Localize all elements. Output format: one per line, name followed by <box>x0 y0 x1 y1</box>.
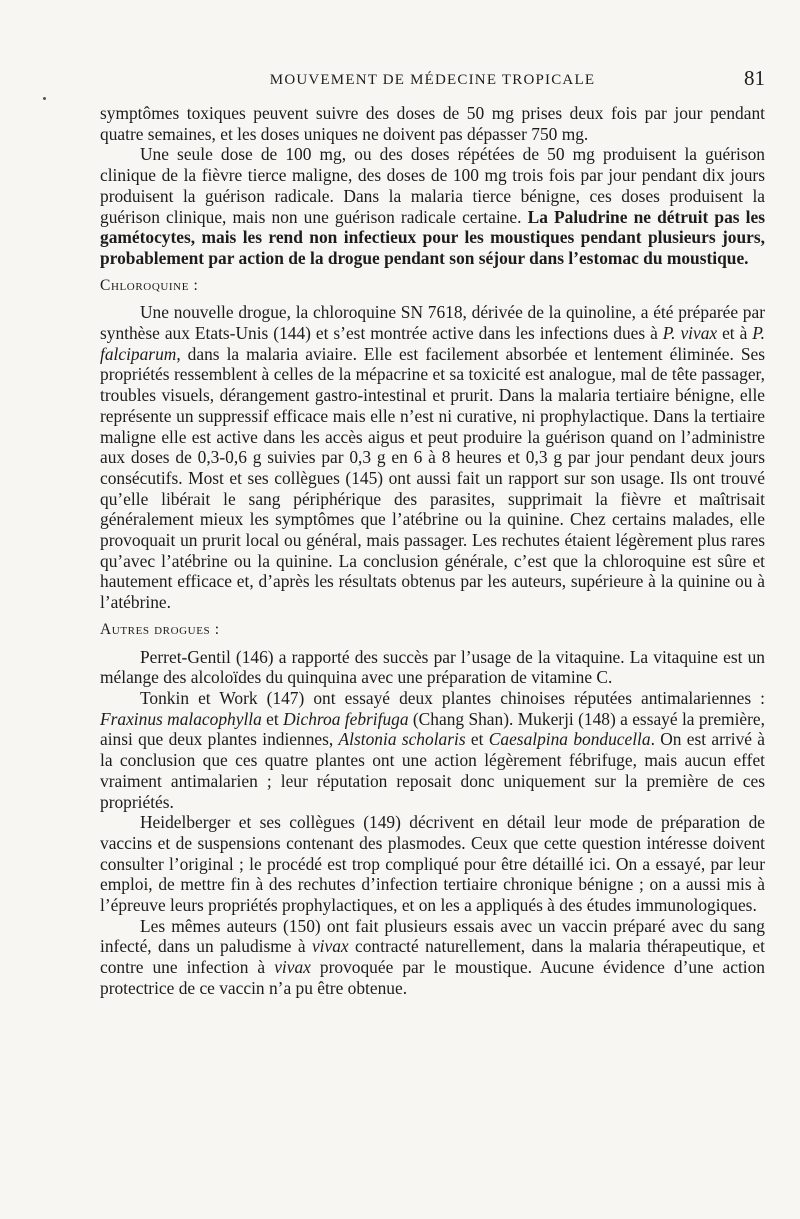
paragraph-vaccin-sang: Les mêmes auteurs (150) ont fait plusieurs essais avec un vaccin préparé avec du sang infecté, dans un paludisme à vivax contracté naturellement, dans la malaria thérapeutique, et contre une infection à vivax provoquée par le moustique. Aucune évidence d’une action protectrice de ce vaccin n’a pu être obtenue. <box>100 915 766 998</box>
plant-name: Dichroa febrifuga <box>283 708 409 729</box>
paludrine-text-bold: La Paludrine ne détruit pas les gamétocytes, mais les rend non infectieux pour les moustiques pendant plusieurs jours, probablement par action de la drogue pendant son séjour dans l’estomac du moustique. <box>100 206 765 268</box>
paragraph-plantes: Tonkin et Work (147) ont essayé deux plantes chinoises réputées antimalariennes : Fraxinus malacophylla et Dichroa febrifuga (Chang Shan). Mukerji (148) a essayé la première, ainsi que deux plantes indiennes, Alstonia scholaris et Caesalpina bonducella. On est arrivé à la conclusion que ces quatre plantes ont une action légèrement fébrifuge, mais aucun effet vraiment antimalarien ; leur réputation reposait donc uniquement sur la première de ces propriétés. <box>100 687 766 812</box>
page-number: 81 <box>744 66 765 90</box>
paragraph-paludrine <box>100 144 765 268</box>
section-heading-autres-drogues: Autres drogues : <box>100 620 220 638</box>
running-header <box>100 64 765 94</box>
paragraph-vaccins: Heidelberger et ses collègues (149) décrivent en détail leur mode de préparation de vaccins et de suspensions contenant des plasmodes. Ceux que cette question intéresse doivent consulter l’original ; le procédé est trop compliqué pour être détaillé ici. On a essayé, par leur emploi, de mettre fin à des rechutes d’infection tertiaire chronique bénigne ; on a aussi mis à l’épreuve leurs propriétés prophylactiques, et on les a appliqués à des études immunologiques. <box>100 812 765 916</box>
section-heading-chloroquine: Chloroquine : <box>100 276 199 294</box>
species-name: P. vivax <box>662 323 718 344</box>
header-title: MOUVEMENT DE MÉDECINE TROPICALE <box>269 72 596 88</box>
paragraph-chloroquine: Une nouvelle drogue, la chloroquine SN 7618, dérivée de la quinoline, a été préparée par synthèse aux Etats-Unis (144) et s’est montrée active dans les infections dues à P. vivax et à P. falciparum, dans la malaria aviaire. Elle est facilement absorbée et lentement éliminée. Ses propriétés ressemblent à celles de la mépacrine et sa toxicité est analogue, mal de tête passager, troubles visuels, dérangement gastro-intestinal et prurit. Dans la malaria tertiaire bénigne, elle représente un suppressif efficace mais elle n’est ni curative, ni prophylactique. Dans la tertiaire maligne elle est active dans les accès aigus et peut produire la guérison quand on l’administre aux doses de 0,3-0,6 g suivies par 0,3 g en 6 à 8 heures et 0,3 g par jour pendant deux jours consécutifs. Most et ses collègues (145) ont aussi fait un rapport sur son usage. Ils ont trouvé qu’elle libérait le sang périphérique des parasites, supprimait la fièvre et maîtrisait généralement mieux les symptômes que l’atébrine ou la quinine. Chez certains malades, elle provoquait un prurit local ou général, mais passager. Les rechutes étaient légèrement plus rares qu’avec l’atébrine ou la quinine. La conclusion générale, c’est que la chloroquine est sûre et hautement efficace et, d’après les résultats obtenus par les auteurs, supérieure à la quinine ou à l’atébrine. <box>100 302 766 613</box>
paludrine-text: Une seule dose de 100 mg, ou des doses répétées de 50 mg produisent la guérison clinique de la fièvre tierce maligne, des doses de 100 mg trois fois par jour pendant dix jours produisent la guérison radicale. Dans la malaria tierce bénigne, ces doses produisent la guérison clinique, mais non une guérison radicale certaine. <box>100 144 765 227</box>
plant-name: Caesalpina bonducella <box>488 729 651 750</box>
species-name: vivax <box>311 936 349 957</box>
plant-name: Fraxinus malacophylla <box>100 708 262 729</box>
paragraph-vitaquine: Perret-Gentil (146) a rapporté des succès par l’usage de la vitaquine. La vitaquine est un mélange des alcoloïdes du quinquina avec une préparation de vitamine C. <box>100 646 765 688</box>
scan-speck <box>43 97 46 100</box>
page-body <box>100 103 765 999</box>
species-name: P. falciparum <box>100 323 766 364</box>
plant-name: Alstonia scholaris <box>338 729 466 750</box>
species-name: vivax <box>274 957 311 978</box>
paragraph-continuation: symptômes toxiques peuvent suivre des doses de 50 mg prises deux fois par jour pendant quatre semaines, et les doses uniques ne doivent pas dépasser 750 mg. <box>100 103 765 144</box>
